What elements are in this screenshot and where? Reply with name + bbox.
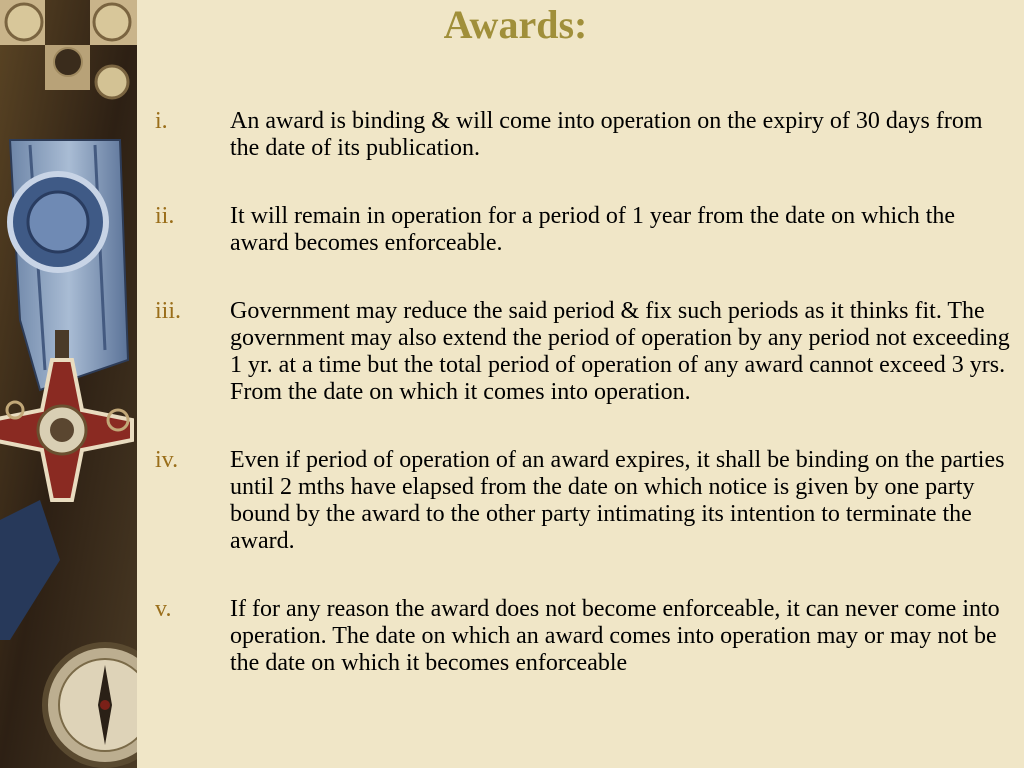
award-points-list: [155, 108, 1015, 718]
item-text: If for any reason the award does not become enforceable, it can never come into operation. The date on which an award comes into operation may or may not be the date on which it becomes enforceable: [230, 596, 1000, 676]
slide-title: Awards:: [443, 2, 588, 47]
list-item: [155, 203, 1015, 257]
list-item: [155, 298, 1015, 406]
item-numeral: ii.: [155, 203, 175, 229]
item-numeral: v.: [155, 596, 172, 622]
item-numeral: iii.: [155, 298, 182, 324]
medal-compass-illustration: [0, 0, 137, 768]
item-text: Government may reduce the said period & fix such periods as it thinks fit. The government may also extend the period of operation by any period not exceeding 1 yr. at a time but the total period of operation of any award cannot exceed 3 yrs. From the date on which it comes into operation.: [230, 298, 1010, 405]
item-numeral: iv.: [155, 447, 179, 473]
item-text: Even if period of operation of an award expires, it shall be binding on the parties until 2 mths have elapsed from the date on which notice is given by one party bound by the award to the other party intimating its intention to terminate the award.: [230, 447, 1005, 554]
item-text: An award is binding & will come into operation on the expiry of 30 days from the date of its publication.: [230, 108, 983, 161]
item-numeral: i.: [155, 108, 168, 134]
list-item: [155, 447, 1015, 555]
item-text: It will remain in operation for a period of 1 year from the date on which the award becomes enforceable.: [230, 203, 956, 256]
list-item: [155, 596, 1015, 677]
side-decoration-image: [0, 0, 137, 768]
list-item: [155, 108, 1015, 162]
